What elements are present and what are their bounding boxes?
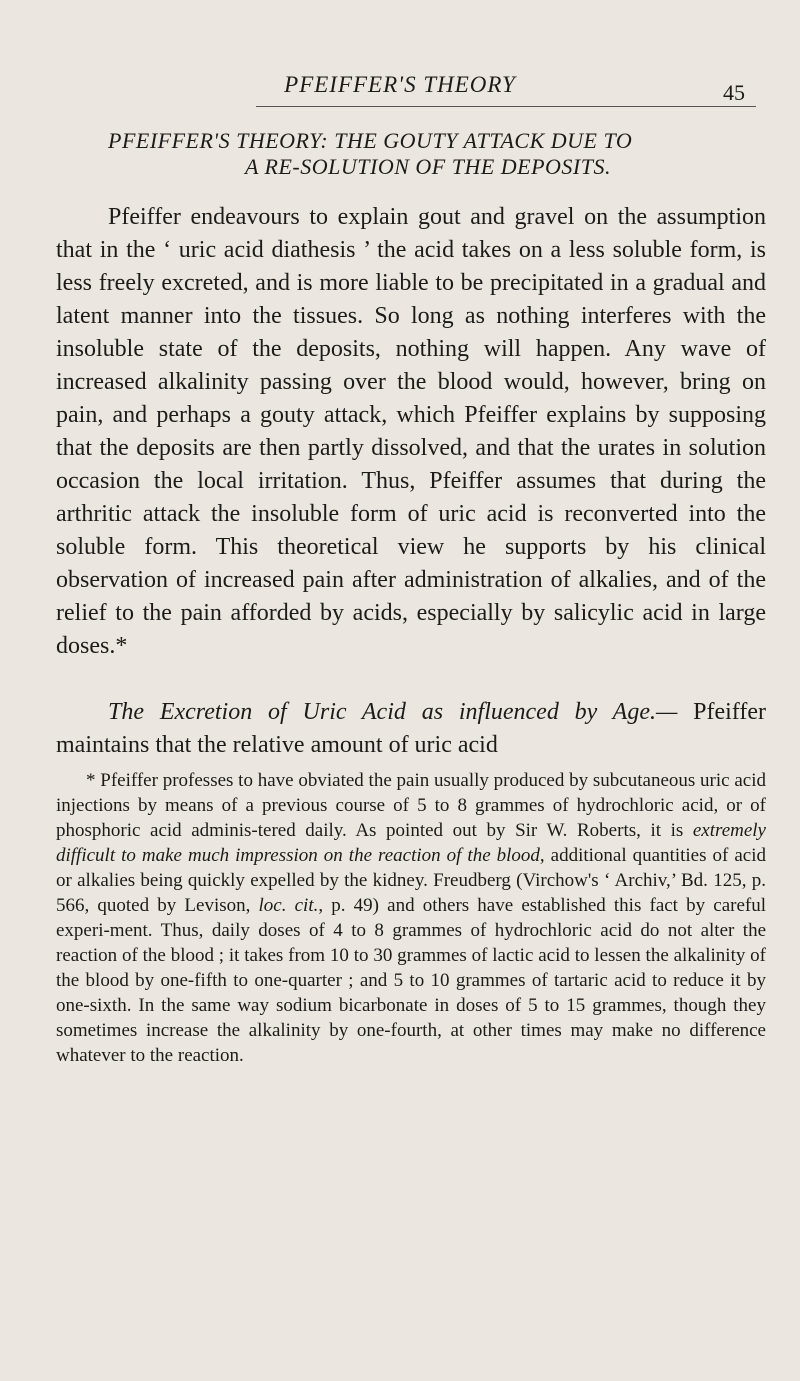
- header-rule: [256, 106, 756, 107]
- section-title-line-1: PFEIFFER'S THEORY: THE GOUTY ATTACK DUE TO: [108, 128, 633, 153]
- footnote-text-2: , additional quantities of acid or alkalies being quickly expelled by the kidney. Freudberg (Virchow's ‘ Archiv,’ Bd. 125, p. 566, quoted by Levison,: [56, 845, 766, 916]
- paragraph-2-text: Pfeiffer maintains that the relative amount of uric acid: [56, 699, 767, 758]
- body-paragraph-1: Pfeiffer endeavours to explain gout and gravel on the assumption that in the ‘ uric acid diathesis ’ the acid takes on a less soluble form, is less freely excreted, and is more liable to be precipitated in a gradual and latent manner into the tissues. So long as nothing interferes with the insoluble state of the deposits, nothing will happen. Any wave of increased alkalinity passing over the blood would, however, bring on pain, and perhaps a gouty attack, which Pfeiffer explains by supposing that the deposits are then partly dissolved, and that the urates in solution occasion the local irritation. Thus, Pfeiffer assumes that during the arthritic attack the insoluble form of uric acid is reconverted into the soluble form. This theoretical view he supports by his clinical observation of increased pain after administration of alkalies, and of the relief to the pain afforded by acids, especially by salicylic acid in large doses.*: [56, 204, 766, 659]
- page-number: 45: [723, 80, 745, 105]
- run-in-subheading: The Excretion of Uric Acid as influenced by Age.—: [108, 699, 678, 725]
- section-title: [108, 128, 768, 180]
- body-paragraph-2: [56, 696, 766, 762]
- footnote-text-1: * Pfeiffer professes to have obviated the pain usually produced by subcutaneous uric acid injections by means of a previous course of 5 to 8 grammes of hydrochloric acid, or of phosphoric acid adminis-tered daily. As pointed out by Sir W. Roberts, it is: [56, 770, 766, 841]
- footnote-text-3: , p. 49) and others have established this fact by careful experi-ment. Thus, daily doses of 4 to 8 grammes of hydrochloric acid do not alter the reaction of the blood ; it takes from 10 to 30 grammes of lactic acid to lessen the alkalinity of the blood by one-fifth to one-quarter ; and 5 to 10 grammes of tartaric acid to reduce it by one-sixth. In the same way sodium bicarbonate in doses of 5 to 15 grammes, though they sometimes increase the alkalinity by one-fourth, at other times may make no difference whatever to the reaction.: [56, 895, 766, 1066]
- running-head: PFEIFFER'S THEORY: [284, 72, 516, 97]
- section-title-line-2: A RE-SOLUTION OF THE DEPOSITS.: [245, 154, 611, 179]
- footnote-italic-1: extremely difficult to make much impression on the reaction of the blood: [56, 820, 766, 866]
- footnote: [56, 768, 766, 1068]
- footnote-italic-2: loc. cit.: [258, 895, 319, 916]
